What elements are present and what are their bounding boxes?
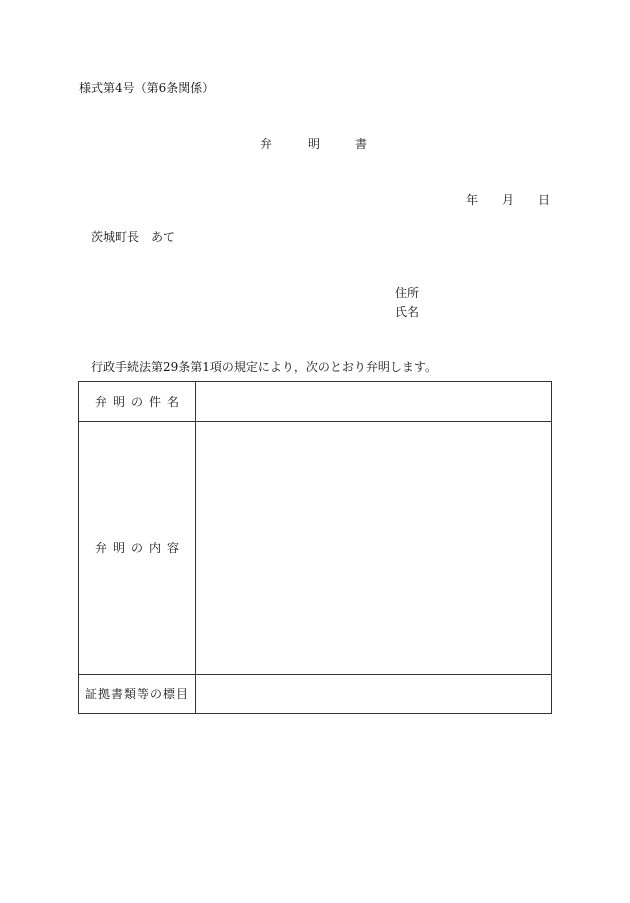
intro-text: 行政手続法第29条第1項の規定により，次のとおり弁明します。 — [91, 360, 437, 374]
title-char-1: 弁 — [260, 137, 273, 151]
statement-form-table — [78, 381, 552, 714]
subject-label-cell — [79, 382, 196, 422]
name-label: 氏名 — [395, 305, 420, 319]
address-label: 住所 — [395, 286, 420, 300]
date-month-label: 月 — [502, 193, 515, 207]
title-char-2: 明 — [308, 137, 321, 151]
content-value-cell[interactable] — [196, 422, 552, 675]
title-char-3: 書 — [355, 137, 368, 151]
evidence-label-cell — [79, 674, 196, 713]
addressee: 茨城町長 あて — [91, 230, 176, 244]
content-label: 弁明の内容 — [94, 541, 185, 556]
table-row-evidence — [79, 674, 552, 713]
subject-value-cell[interactable] — [196, 382, 552, 422]
content-label-cell — [79, 422, 196, 675]
date-line — [466, 194, 550, 206]
table-row-subject — [79, 382, 552, 422]
form-number: 様式第4号（第6条関係） — [79, 81, 215, 95]
date-day-label: 日 — [538, 193, 551, 207]
evidence-label: 証拠書類等の標目 — [84, 687, 189, 702]
table-row-content — [79, 422, 552, 675]
evidence-value-cell[interactable] — [196, 674, 552, 713]
date-year-label: 年 — [466, 193, 479, 207]
subject-label: 弁明の件名 — [94, 395, 185, 410]
document-title — [260, 138, 367, 150]
